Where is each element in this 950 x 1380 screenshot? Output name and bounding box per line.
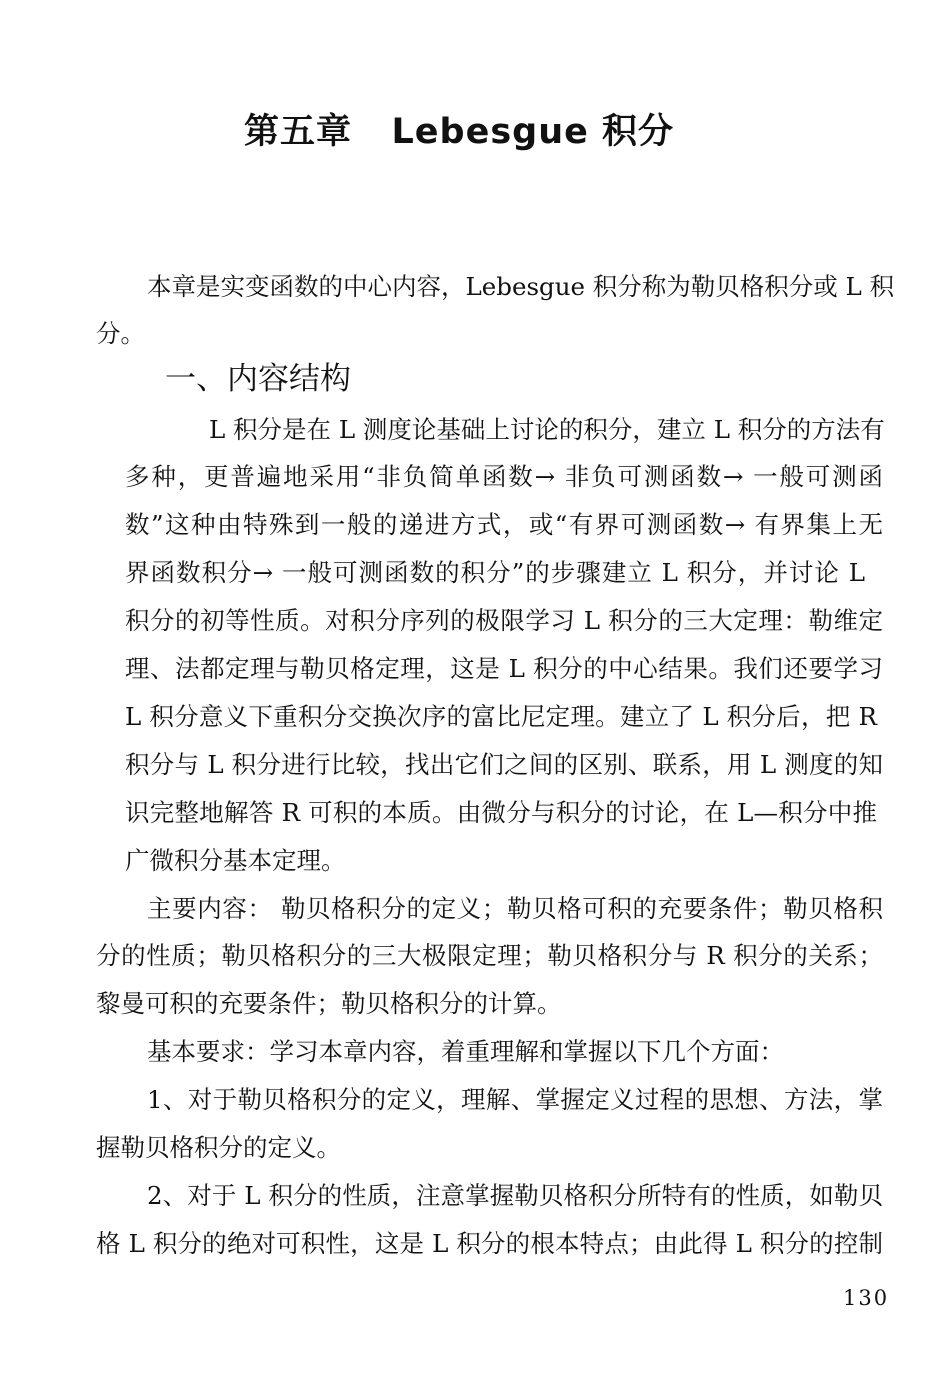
intro-line: 分。 <box>96 319 145 348</box>
structure-line: 理、法都定理与勒贝格定理，这是 L 积分的中心结果。我们还要学习 <box>125 654 883 683</box>
requirement-1-line: 握勒贝格积分的定义。 <box>96 1133 341 1162</box>
structure-line: 识完整地解答 R 可积的本质。由微分与积分的讨论，在 L—积分中推 <box>125 798 877 827</box>
main-content-line: 分的性质；勒贝格积分的三大极限定理；勒贝格积分与 R 积分的关系； <box>96 941 883 970</box>
structure-line: L 积分意义下重积分交换次序的富比尼定理。建立了 L 积分后，把 R <box>125 702 877 731</box>
intro-line: 本章是实变函数的中心内容，Lebesgue 积分称为勒贝格积分或 L 积 <box>147 272 895 301</box>
main-content-line: 主要内容： 勒贝格积分的定义；勒贝格可积的充要条件；勒贝格积 <box>147 894 883 923</box>
requirement-2-line: 格 L 积分的绝对可积性，这是 L 积分的根本特点；由此得 L 积分的控制 <box>96 1229 883 1258</box>
structure-line: 数”这种由特殊到一般的递进方式，或“有界可测函数→ 有界集上无 <box>125 510 883 539</box>
structure-line: 积分的初等性质。对积分序列的极限学习 L 积分的三大定理：勒维定 <box>125 606 883 635</box>
basic-requirements: 基本要求：学习本章内容，着重理解和掌握以下几个方面： <box>147 1037 784 1066</box>
structure-line: L 积分是在 L 测度论基础上讨论的积分，建立 L 积分的方法有 <box>209 415 885 444</box>
structure-line: 积分与 L 积分进行比较，找出它们之间的区别、联系，用 L 测度的知 <box>125 750 883 779</box>
requirement-2-line: 2、对于 L 积分的性质，注意掌握勒贝格积分所特有的性质，如勒贝 <box>147 1181 883 1210</box>
page-number: 130 <box>843 1286 890 1310</box>
structure-line: 广微积分基本定理。 <box>125 846 346 875</box>
structure-line: 多种，更普遍地采用“非负简单函数→ 非负可测函数→ 一般可测函 <box>125 462 883 491</box>
chapter-title: 第五章 Lebesgue 积分 <box>243 112 675 152</box>
requirement-1-line: 1、对于勒贝格积分的定义，理解、掌握定义过程的思想、方法，掌 <box>147 1085 883 1114</box>
main-content-line: 黎曼可积的充要条件；勒贝格积分的计算。 <box>96 989 562 1018</box>
section-heading: 一、内容结构 <box>165 361 351 397</box>
structure-line: 界函数积分→ 一般可测函数的积分”的步骤建立 L 积分，并讨论 L <box>125 558 865 587</box>
